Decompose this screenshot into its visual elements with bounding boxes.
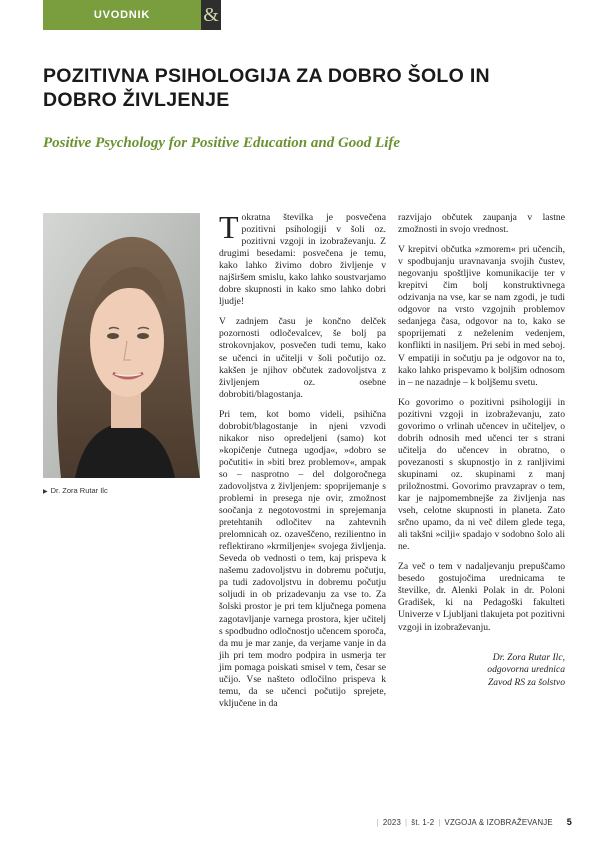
footer-journal: VZGOJA & IZOBRAŽEVANJE — [444, 818, 553, 827]
paragraph: V zadnjem času je končno delček pozornosti odločevalcev, še bolj pa strokovnjakov, posvečen tudi temu, kako se učenci in učitelji v šoli počutijo oz. kakšen je njihov občutek zadovoljstva z življenjem oz. osebne dobrobiti/blagostanja. — [219, 316, 386, 400]
photo-caption — [43, 486, 200, 495]
signature-role: odgovorna urednica — [487, 664, 565, 676]
section-tab — [43, 0, 201, 30]
article-title: POZITIVNA PSIHOLOGIJA ZA DOBRO ŠOLO IN DOBRO ŽIVLJENJE — [43, 65, 490, 111]
ampersand-logo — [201, 0, 221, 30]
paragraph: Za več o tem v nadaljevanju prepuščamo besedo gostujočima urednicama te številke, dr. Alenki Polak in dr. Poloni Gradišek, ki na Pedagoški fakulteti Univerze v Ljubljani tlakujeta pot pozitivni vzgoji in izobraževanju. — [398, 561, 565, 633]
paragraph: Ko govorimo o pozitivni psihologiji in pozitivni vzgoji in izobraževanju, zato govorimo o vrlinah učencev in učiteljev, o dobrih odnosih med učenci ter s strani učitelja do učencev in obratno, o povezanosti s skupnostjo in z ranljivimi skupinami oz. skupinami z manj priložnostmi. Govorimo pravzaprav o tem, kar je najpomembnejše za življenja nas vseh, celotne skupnosti in planeta. Zato srčno upamo, da ni več dilem glede tega, ali takšni »cilji« spadajo v sodobno šolo ali ne. — [398, 396, 565, 553]
text-column-2 — [398, 212, 565, 689]
drop-cap: T — [219, 209, 239, 245]
footer-issue: št. 1-2 — [411, 818, 435, 827]
article-subtitle: Positive Psychology for Positive Education and Good Life — [43, 135, 401, 151]
section-label: UVODNIK — [93, 9, 151, 21]
signature-org: Zavod RS za šolstvo — [487, 676, 565, 688]
footer-year: 2023 — [382, 818, 401, 827]
ampersand-glyph: & — [203, 4, 219, 26]
author-photo — [43, 213, 200, 478]
caption-arrow-icon: ▶ — [43, 489, 48, 495]
paragraph: Pri tem, kot bomo videli, psihična dobrobit/blagostanje in njeni vzvodi nikakor niso opredeljeni (samo) kot »kopičenje čutnega ugodja«, »dobro se počutiti« in »biti brez problemov«, ampak so – nasprotno – del dolgoročnega zadovoljstva z življenjem: spoprijemanje s problemi in presega nje ovir, zmožnost soočanja z negotovostmi in sprejemanja pretehtanih odločitev na zahtevnih prelomnicah oz. ozaveščeno, rezilientno in reflektirano »krmiljenje« svojega življenja. Seveda ob vednosti o tem, kaj prispeva k našemu zadovoljstvu in dobremu počutju, pa tudi zadovoljstvu in dobremu počutju soljudi in ob prizadevanju za vse to. Za šolski prostor je pri tem ključnega pomena zagotavljanje varnega prostora, kjer učitelj s spodbudno odločnostjo učencem sporoča, da mu je mar zanje, da verjame vanje in da jih pri tem modro podpira in usmerja ter jim pomaga poiskati smisel v tem, česar se učijo. Vse našteto odločilno prispeva k temu, da se učenci počutijo sprejete, vključene in da — [219, 408, 386, 709]
paragraph — [219, 209, 386, 308]
text-column-1 — [219, 209, 386, 718]
paragraph-text: okratna številka je posvečena pozitivni psihologiji v šoli oz. pozitivni vzgoji in izobraževanju. Z drugimi besedami: posvečena je temu, kako lahko živimo dobro življenje v najširšem smislu, kako lahko soustvarjamo dobre skupnosti in kako smo lahko dobri ljudje! — [219, 212, 386, 308]
paragraph: V krepitvi občutka »zmorem« pri učencih, v spodbujanju uravnavanja svojih čustev, negovanju spoštljive komunikacije ter v krepitvi čim bolj konstruktivnega odzivanja na vse, kar se nam zgodi, je tudi odgovor na vrsto vzgojnih problemov sedanjega časa, odgovor na to, kako se spoprijemati z neželenim vedenjem, konflikti in nasiljem. Pri sebi in med seboj. V empatiji in sočutju pa je odgovor na to, kako lahko prispevamo k boljšim odnosom in – ne nazadnje – k boljšemu svetu. — [398, 244, 565, 388]
page-footer: | 2023 | št. 1-2 | VZGOJA & IZOBRAŽEVANJE 5 — [376, 817, 572, 827]
signature-name: Dr. Zora Rutar Ilc, — [492, 651, 565, 663]
page-number: 5 — [566, 817, 572, 827]
portrait-illustration — [43, 213, 200, 478]
signature — [398, 652, 565, 690]
caption-text: Dr. Zora Rutar Ilc — [50, 486, 108, 495]
paragraph: razvijajo občutek zaupanja v lastne zmožnosti in svojo vrednost. — [398, 212, 565, 236]
